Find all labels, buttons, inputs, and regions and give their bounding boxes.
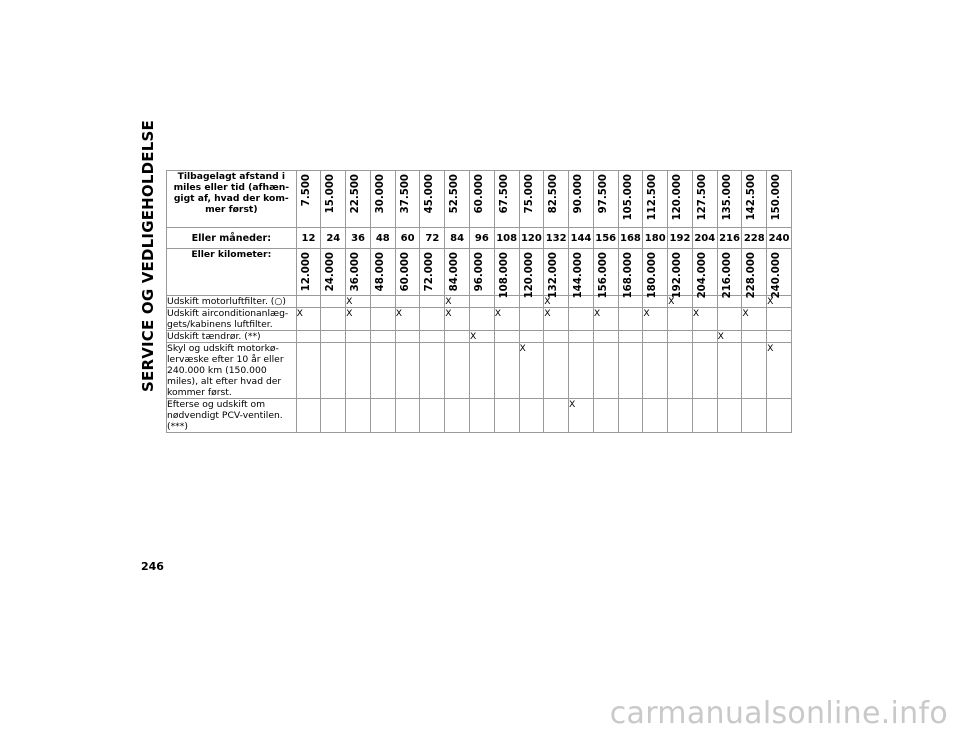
km-column-header — [668, 249, 693, 299]
service-item-label: Udskift airconditionanlæg-gets/kabinens luftfilter. — [167, 308, 297, 331]
schedule-cell: X — [395, 308, 420, 331]
schedule-cell: X — [569, 399, 594, 433]
km-column-header — [321, 249, 346, 296]
schedule-cell — [395, 331, 420, 343]
schedule-cell — [544, 399, 569, 433]
schedule-cell — [692, 331, 717, 343]
km-value: 132.000 — [548, 252, 560, 299]
months-value: 36 — [346, 228, 371, 249]
months-value: 120 — [519, 228, 544, 249]
schedule-cell — [346, 343, 371, 399]
miles-value: 52.500 — [449, 174, 461, 214]
miles-value: 150.000 — [771, 174, 783, 221]
schedule-cell — [643, 343, 668, 399]
miles-value: 105.000 — [622, 174, 634, 221]
distance-header: Tilbagelagt afstand i miles eller tid (afhæn-gigt af, hvad der kom-mer først) — [167, 171, 297, 228]
schedule-cell — [321, 331, 346, 343]
miles-value: 30.000 — [374, 174, 386, 214]
miles-column-header — [593, 171, 618, 228]
km-column-header — [717, 249, 742, 299]
schedule-cell — [742, 399, 767, 433]
schedule-cell — [742, 331, 767, 343]
schedule-cell — [618, 308, 643, 331]
km-column-header — [692, 249, 717, 299]
km-column-header — [569, 249, 594, 299]
schedule-cell — [569, 343, 594, 399]
schedule-cell: X — [544, 308, 569, 331]
miles-column-header — [469, 171, 494, 228]
km-column-header — [494, 249, 519, 299]
months-value: 240 — [767, 228, 792, 249]
schedule-cell — [494, 343, 519, 399]
schedule-cell: X — [643, 308, 668, 331]
km-value: 156.000 — [597, 252, 609, 299]
miles-column-header — [767, 171, 792, 228]
schedule-cell — [569, 308, 594, 331]
schedule-cell: X — [767, 343, 792, 399]
miles-column-header — [445, 171, 470, 228]
schedule-cell — [668, 331, 693, 343]
miles-column-header — [296, 171, 321, 228]
schedule-cell — [370, 399, 395, 433]
section-title: SERVICE OG VEDLIGEHOLDELSE — [139, 120, 157, 392]
miles-column-header — [346, 171, 371, 228]
miles-column-header — [717, 171, 742, 228]
schedule-cell: X — [742, 308, 767, 331]
service-item-label: Udskift tændrør. (**) — [167, 331, 297, 343]
km-value: 204.000 — [696, 252, 708, 299]
miles-value: 135.000 — [721, 174, 733, 221]
table-row — [167, 308, 792, 331]
km-column-header — [767, 249, 792, 299]
schedule-cell — [296, 343, 321, 399]
schedule-cell — [321, 399, 346, 433]
km-column-header — [519, 249, 544, 299]
km-value: 108.000 — [498, 252, 510, 299]
schedule-cell — [643, 399, 668, 433]
schedule-cell — [296, 331, 321, 343]
schedule-cell: X — [494, 308, 519, 331]
km-column-header — [469, 249, 494, 296]
miles-column-header — [668, 171, 693, 228]
miles-column-header — [519, 171, 544, 228]
km-header: Eller kilometer: — [167, 249, 297, 296]
schedule-cell — [742, 343, 767, 399]
km-value: 144.000 — [573, 252, 585, 299]
km-value: 24.000 — [325, 252, 337, 292]
schedule-cell — [296, 399, 321, 433]
km-column-header — [420, 249, 445, 296]
months-value: 180 — [643, 228, 668, 249]
schedule-cell — [321, 296, 346, 308]
schedule-cell — [494, 331, 519, 343]
schedule-cell — [321, 308, 346, 331]
schedule-cell: X — [767, 296, 792, 308]
km-column-header — [395, 249, 420, 296]
schedule-cell: X — [296, 308, 321, 331]
schedule-cell — [717, 343, 742, 399]
service-item-label: Skyl og udskift motorkø-lervæske efter 10 år eller 240.000 km (150.000 miles), alt efter hvad der kommer først. — [167, 343, 297, 399]
schedule-cell — [519, 399, 544, 433]
schedule-cell — [370, 343, 395, 399]
miles-column-header — [618, 171, 643, 228]
service-item-label: Efterse og udskift om nødvendigt PCV-ventilen. (***) — [167, 399, 297, 433]
schedule-cell: X — [519, 343, 544, 399]
km-column-header — [445, 249, 470, 296]
km-value: 180.000 — [647, 252, 659, 299]
schedule-cell — [593, 331, 618, 343]
schedule-cell — [692, 343, 717, 399]
miles-column-header — [321, 171, 346, 228]
months-value: 24 — [321, 228, 346, 249]
schedule-cell: X — [346, 308, 371, 331]
km-column-header — [643, 249, 668, 299]
months-value: 12 — [296, 228, 321, 249]
schedule-cell — [593, 343, 618, 399]
miles-value: 75.000 — [523, 174, 535, 214]
schedule-cell: X — [692, 308, 717, 331]
km-value: 240.000 — [771, 252, 783, 299]
schedule-cell — [445, 331, 470, 343]
schedule-cell: X — [544, 296, 569, 308]
schedule-cell — [668, 308, 693, 331]
schedule-cell: X — [593, 308, 618, 331]
schedule-cell — [569, 331, 594, 343]
schedule-cell — [420, 331, 445, 343]
schedule-cell — [395, 399, 420, 433]
schedule-cell — [420, 296, 445, 308]
miles-value: 15.000 — [325, 174, 337, 214]
schedule-cell — [767, 399, 792, 433]
schedule-cell: X — [668, 296, 693, 308]
schedule-cell — [420, 308, 445, 331]
schedule-cell — [494, 399, 519, 433]
miles-value: 7.500 — [300, 174, 312, 207]
months-value: 48 — [370, 228, 395, 249]
schedule-cell: X — [717, 331, 742, 343]
km-column-header — [296, 249, 321, 296]
schedule-cell — [321, 343, 346, 399]
schedule-cell — [643, 331, 668, 343]
miles-value: 142.500 — [746, 174, 758, 221]
km-value: 12.000 — [300, 252, 312, 292]
km-value: 228.000 — [746, 252, 758, 299]
km-value: 60.000 — [399, 252, 411, 292]
months-value: 204 — [692, 228, 717, 249]
miles-value: 120.000 — [672, 174, 684, 221]
miles-column-header — [692, 171, 717, 228]
schedule-cell — [445, 399, 470, 433]
schedule-cell — [395, 296, 420, 308]
schedule-cell: X — [469, 331, 494, 343]
months-value: 108 — [494, 228, 519, 249]
miles-column-header — [420, 171, 445, 228]
km-column-header — [593, 249, 618, 299]
months-value: 144 — [569, 228, 594, 249]
schedule-cell — [519, 331, 544, 343]
schedule-cell — [593, 399, 618, 433]
miles-column-header — [395, 171, 420, 228]
miles-column-header — [643, 171, 668, 228]
schedule-cell — [544, 331, 569, 343]
miles-column-header — [370, 171, 395, 228]
months-value: 216 — [717, 228, 742, 249]
schedule-cell — [618, 399, 643, 433]
months-header: Eller måneder: — [167, 228, 297, 249]
km-value: 120.000 — [523, 252, 535, 299]
km-column-header — [346, 249, 371, 296]
months-value: 72 — [420, 228, 445, 249]
schedule-cell — [767, 308, 792, 331]
km-column-header — [742, 249, 767, 299]
service-item-label: Udskift motorluftfilter. (○) — [167, 296, 297, 308]
table-row — [167, 399, 792, 433]
km-value: 96.000 — [473, 252, 485, 292]
km-value: 72.000 — [424, 252, 436, 292]
km-value: 216.000 — [721, 252, 733, 299]
miles-column-header — [494, 171, 519, 228]
schedule-cell — [370, 331, 395, 343]
schedule-cell — [618, 343, 643, 399]
km-value: 192.000 — [672, 252, 684, 299]
months-value: 60 — [395, 228, 420, 249]
months-value: 132 — [544, 228, 569, 249]
km-value: 36.000 — [350, 252, 362, 292]
miles-value: 82.500 — [548, 174, 560, 214]
km-value: 84.000 — [449, 252, 461, 292]
schedule-cell — [296, 296, 321, 308]
schedule-cell — [346, 399, 371, 433]
schedule-cell — [519, 308, 544, 331]
schedule-cell — [395, 343, 420, 399]
schedule-cell — [469, 296, 494, 308]
schedule-cell — [469, 308, 494, 331]
km-value: 48.000 — [374, 252, 386, 292]
miles-value: 37.500 — [399, 174, 411, 214]
months-value: 192 — [668, 228, 693, 249]
miles-value: 90.000 — [573, 174, 585, 214]
miles-value: 127.500 — [696, 174, 708, 221]
schedule-cell — [370, 296, 395, 308]
schedule-cell — [420, 399, 445, 433]
km-column-header — [370, 249, 395, 296]
miles-column-header — [544, 171, 569, 228]
miles-header-row — [167, 171, 792, 228]
schedule-cell: X — [445, 308, 470, 331]
schedule-cell — [668, 399, 693, 433]
schedule-cell — [469, 343, 494, 399]
schedule-cell — [767, 331, 792, 343]
months-value: 96 — [469, 228, 494, 249]
schedule-cell — [618, 331, 643, 343]
schedule-cell — [420, 343, 445, 399]
miles-column-header — [742, 171, 767, 228]
miles-value: 112.500 — [647, 174, 659, 221]
months-value: 168 — [618, 228, 643, 249]
table-row — [167, 343, 792, 399]
miles-value: 45.000 — [424, 174, 436, 214]
page-number: 246 — [141, 560, 164, 573]
schedule-cell — [544, 343, 569, 399]
km-column-header — [618, 249, 643, 299]
km-column-header — [544, 249, 569, 299]
miles-value: 22.500 — [350, 174, 362, 214]
schedule-cell — [346, 331, 371, 343]
watermark: carmanualsonline.info — [609, 696, 948, 731]
schedule-cell — [445, 343, 470, 399]
months-value: 84 — [445, 228, 470, 249]
miles-value: 60.000 — [473, 174, 485, 214]
schedule-cell — [717, 308, 742, 331]
miles-value: 97.500 — [597, 174, 609, 214]
miles-column-header — [569, 171, 594, 228]
months-value: 156 — [593, 228, 618, 249]
schedule-cell — [692, 399, 717, 433]
months-row — [167, 228, 792, 249]
maintenance-schedule-table — [166, 170, 792, 433]
table-row — [167, 331, 792, 343]
schedule-cell — [469, 399, 494, 433]
schedule-cell: X — [445, 296, 470, 308]
schedule-cell — [717, 399, 742, 433]
schedule-cell — [370, 308, 395, 331]
months-value: 228 — [742, 228, 767, 249]
schedule-cell: X — [346, 296, 371, 308]
km-value: 168.000 — [622, 252, 634, 299]
km-row — [167, 249, 792, 296]
miles-value: 67.500 — [498, 174, 510, 214]
schedule-cell — [668, 343, 693, 399]
